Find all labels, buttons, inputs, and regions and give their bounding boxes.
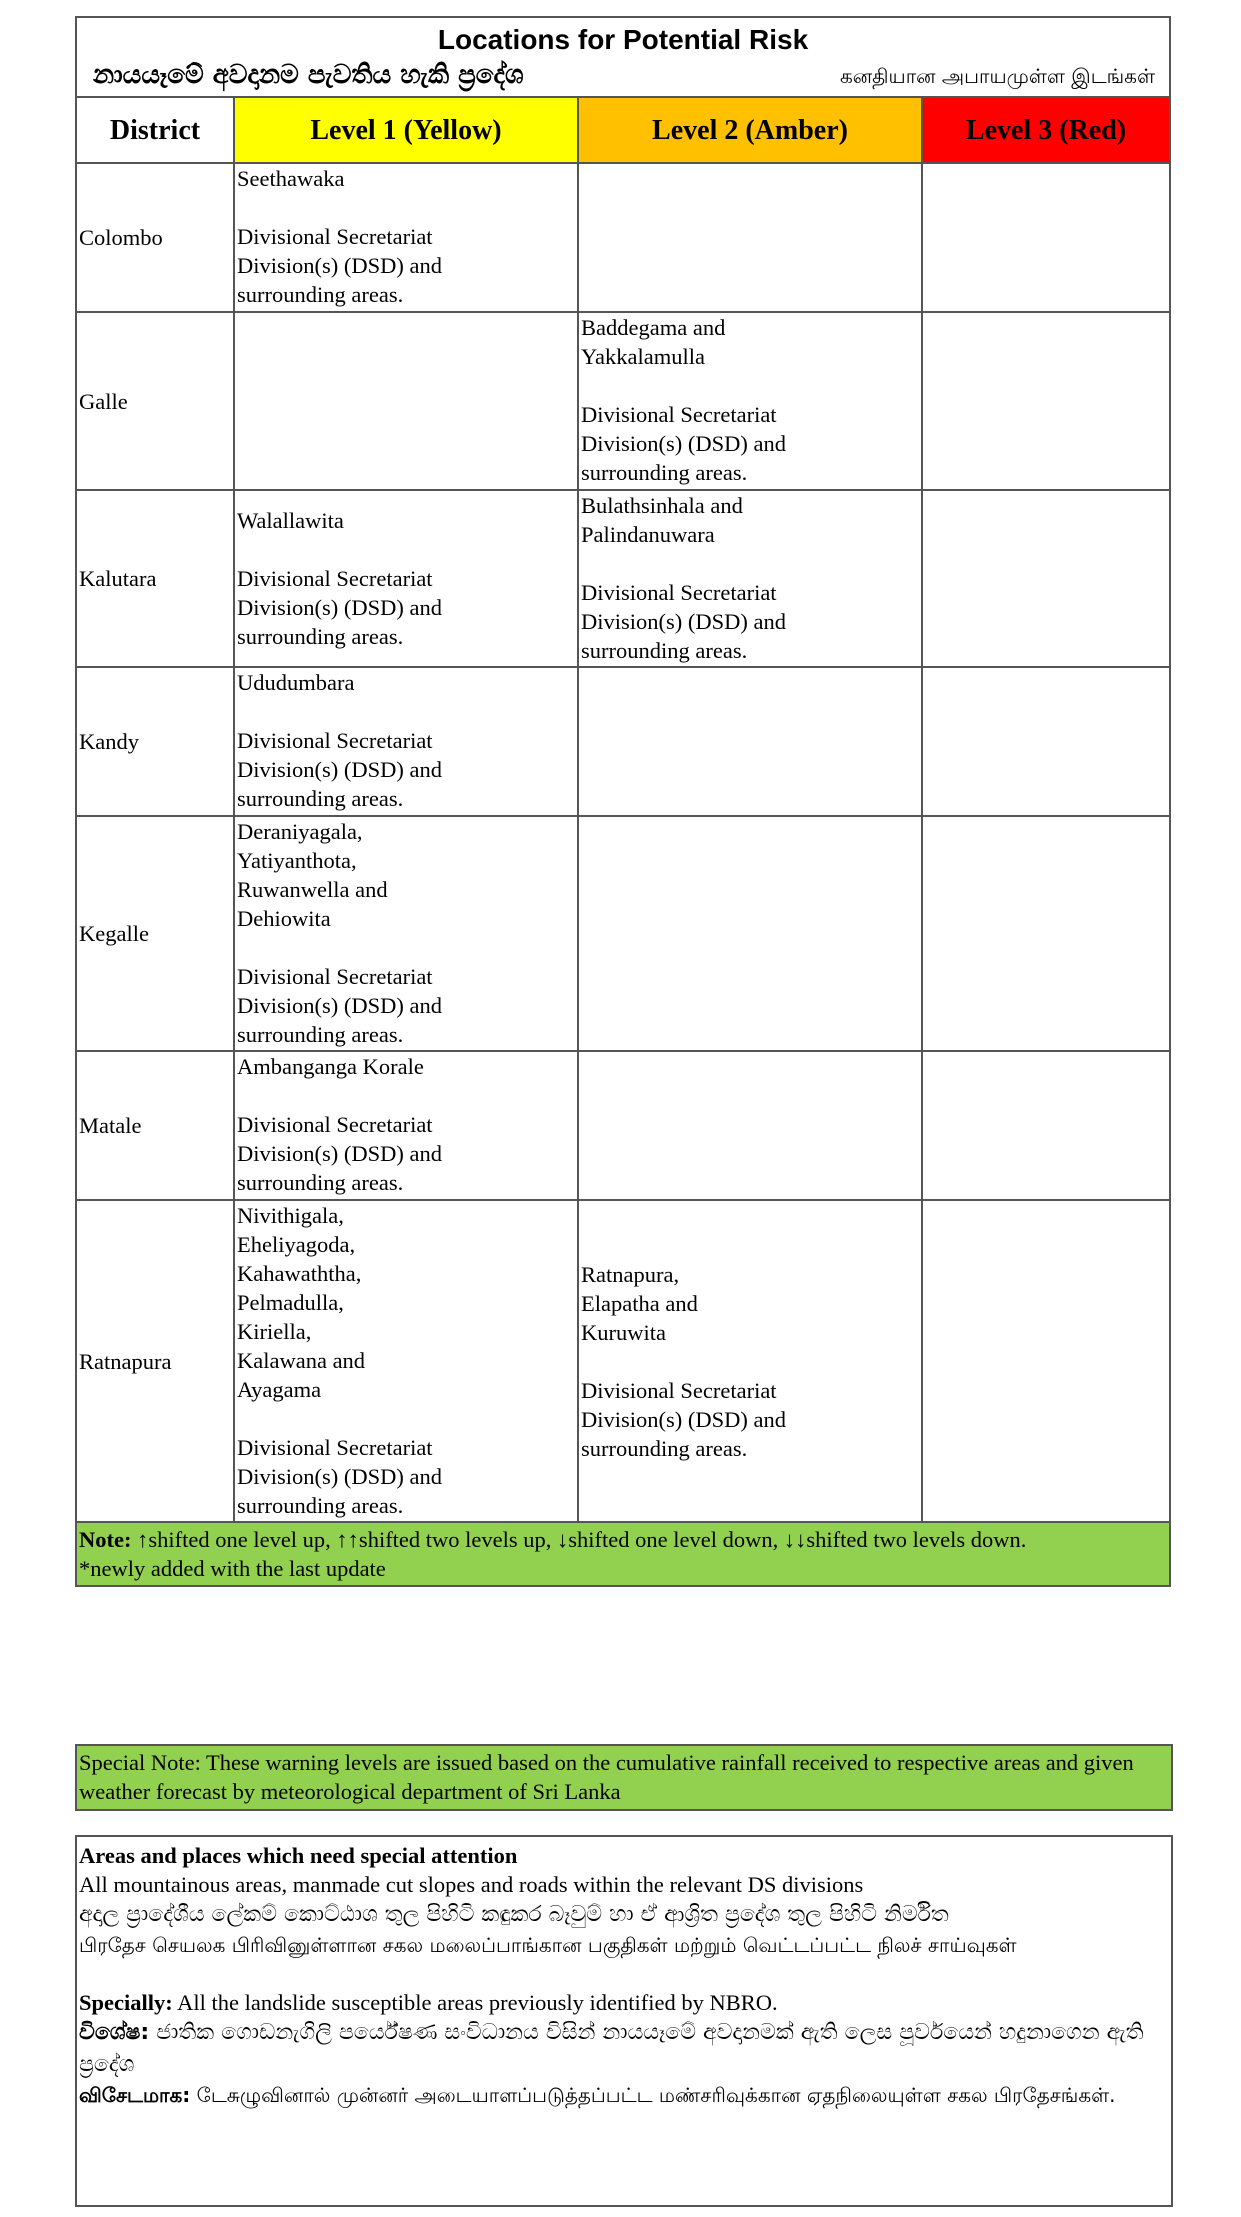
level-2-cell: Ratnapura, Elapatha and Kuruwita Divisional Secretariat Division(s) (DSD) and surrounding areas. [578,1200,922,1522]
level-3-cell [922,312,1170,490]
specially-tamil-label: விசேடமாக: [79,2083,191,2107]
level-2-cell [578,1051,922,1200]
title-block [76,17,1170,97]
district-cell: Kandy [76,667,234,816]
table-row [76,163,1170,312]
table-header [76,97,1170,163]
specially-tamil [79,2081,1169,2109]
legend-note [76,1522,1170,1586]
note-text: ↑shifted one level up, ↑↑shifted two levels up, ↓shifted one level down, ↓↓shifted two levels down. [131,1527,1027,1552]
district-cell: Colombo [76,163,234,312]
specially-label: Specially: [79,1990,173,2015]
district-cell: Ratnapura [76,1200,234,1522]
district-cell: Galle [76,312,234,490]
attention-heading: Areas and places which need special attention [79,1843,518,1868]
level-2-cell: Bulathsinhala and Palindanuwara Divisional Secretariat Division(s) (DSD) and surrounding areas. [578,490,922,667]
table-row [76,816,1170,1051]
level-2-cell [578,163,922,312]
level-1-cell: Ambanganga Korale Divisional Secretariat Division(s) (DSD) and surrounding areas. [234,1051,578,1200]
title-tamil: கனதியான அபாயமுள்ள இடங்கள் [839,64,1156,88]
level-3-cell [922,163,1170,312]
level-3-cell [922,1200,1170,1522]
table-row [76,1051,1170,1200]
level-1-cell [234,312,578,490]
level-3-cell [922,667,1170,816]
note-newly-added: *newly added with the last update [79,1556,386,1581]
level-2-cell: Baddegama and Yakkalamulla Divisional Secretariat Division(s) (DSD) and surrounding areas. [578,312,922,490]
specially-text: All the landslide susceptible areas previously identified by NBRO. [172,1990,778,2015]
table-row [76,1200,1170,1522]
level-3-cell [922,1051,1170,1200]
table-row [76,312,1170,490]
header-level-1: Level 1 (Yellow) [234,97,578,163]
level-1-cell: Ududumbara Divisional Secretariat Division(s) (DSD) and surrounding areas. [234,667,578,816]
district-cell: Kalutara [76,490,234,667]
page-title: Locations for Potential Risk [437,24,809,55]
specially-sinhala-label: විශේෂ: [79,2020,150,2045]
special-attention-box [75,1835,1173,2207]
level-2-cell [578,667,922,816]
table-row [76,667,1170,816]
attention-tamil: பிரதேச செயலக பிரிவினுள்ளான சகல மலைப்பாங்கான பகுதிகள் மற்றும் வெட்டப்பட்ட நிலச் சாய்வுகள் [79,1933,1017,1957]
header-level-2: Level 2 (Amber) [578,97,922,163]
title-sinhala: නායයෑමේ අවදානම පැවතිය හැකි ප්‍රදේශ [93,60,524,90]
header-district: District [76,97,234,163]
attention-english: All mountainous areas, manmade cut slopes and roads within the relevant DS divisions [79,1872,864,1897]
level-1-cell: Seethawaka Divisional Secretariat Division(s) (DSD) and surrounding areas. [234,163,578,312]
specially-sinhala-text: ජාතික ගොඩනැගිලි පර්යේෂණ සංවිධානය විසින් නායයෑමේ අවදානමක් ඇති ලෙස පූර්වයෙන් හදුනාගෙන ඇති ප්‍රදේශ [79,2020,1144,2077]
level-3-cell [922,490,1170,667]
specially-line [79,1988,1169,2017]
specially-sinhala [79,2017,1169,2081]
level-1-cell: Walallawita Divisional Secretariat Division(s) (DSD) and surrounding areas. [234,490,578,667]
level-3-cell [922,816,1170,1051]
risk-table [75,16,1171,1587]
note-label: Note: [79,1527,132,1552]
header-level-3: Level 3 (Red) [922,97,1170,163]
district-cell: Matale [76,1051,234,1200]
district-cell: Kegalle [76,816,234,1051]
attention-sinhala: අදාල ප්‍රාදේශීය ලේකම් කොට්ඨාශ තුල පිහිටි කඳුකර බෑවුම් හා ඒ ආශ්‍රිත ප්‍රදේශ තුල පිහිටි නිර්මිත [79,1902,949,1927]
level-1-cell: Deraniyagala, Yatiyanthota, Ruwanwella and Dehiowita Divisional Secretariat Division(s) (DSD) and surrounding areas. [234,816,578,1051]
table-row [76,490,1170,667]
special-note: Special Note: These warning levels are issued based on the cumulative rainfall received to respective areas and given weather forecast by meteorological department of Sri Lanka [75,1744,1173,1811]
specially-tamil-text: டேசுழுவினால் முன்னர் அடையாளப்படுத்தப்பட்ட மண்சரிவுக்கான ஏதநிலையுள்ள சகல பிரதேசங்கள். [190,2083,1116,2107]
level-1-cell: Nivithigala, Eheliyagoda, Kahawaththa, Pelmadulla, Kiriella, Kalawana and Ayagama Divisional Secretariat Division(s) (DSD) and surrounding areas. [234,1200,578,1522]
note-row [76,1522,1170,1586]
level-2-cell [578,816,922,1051]
